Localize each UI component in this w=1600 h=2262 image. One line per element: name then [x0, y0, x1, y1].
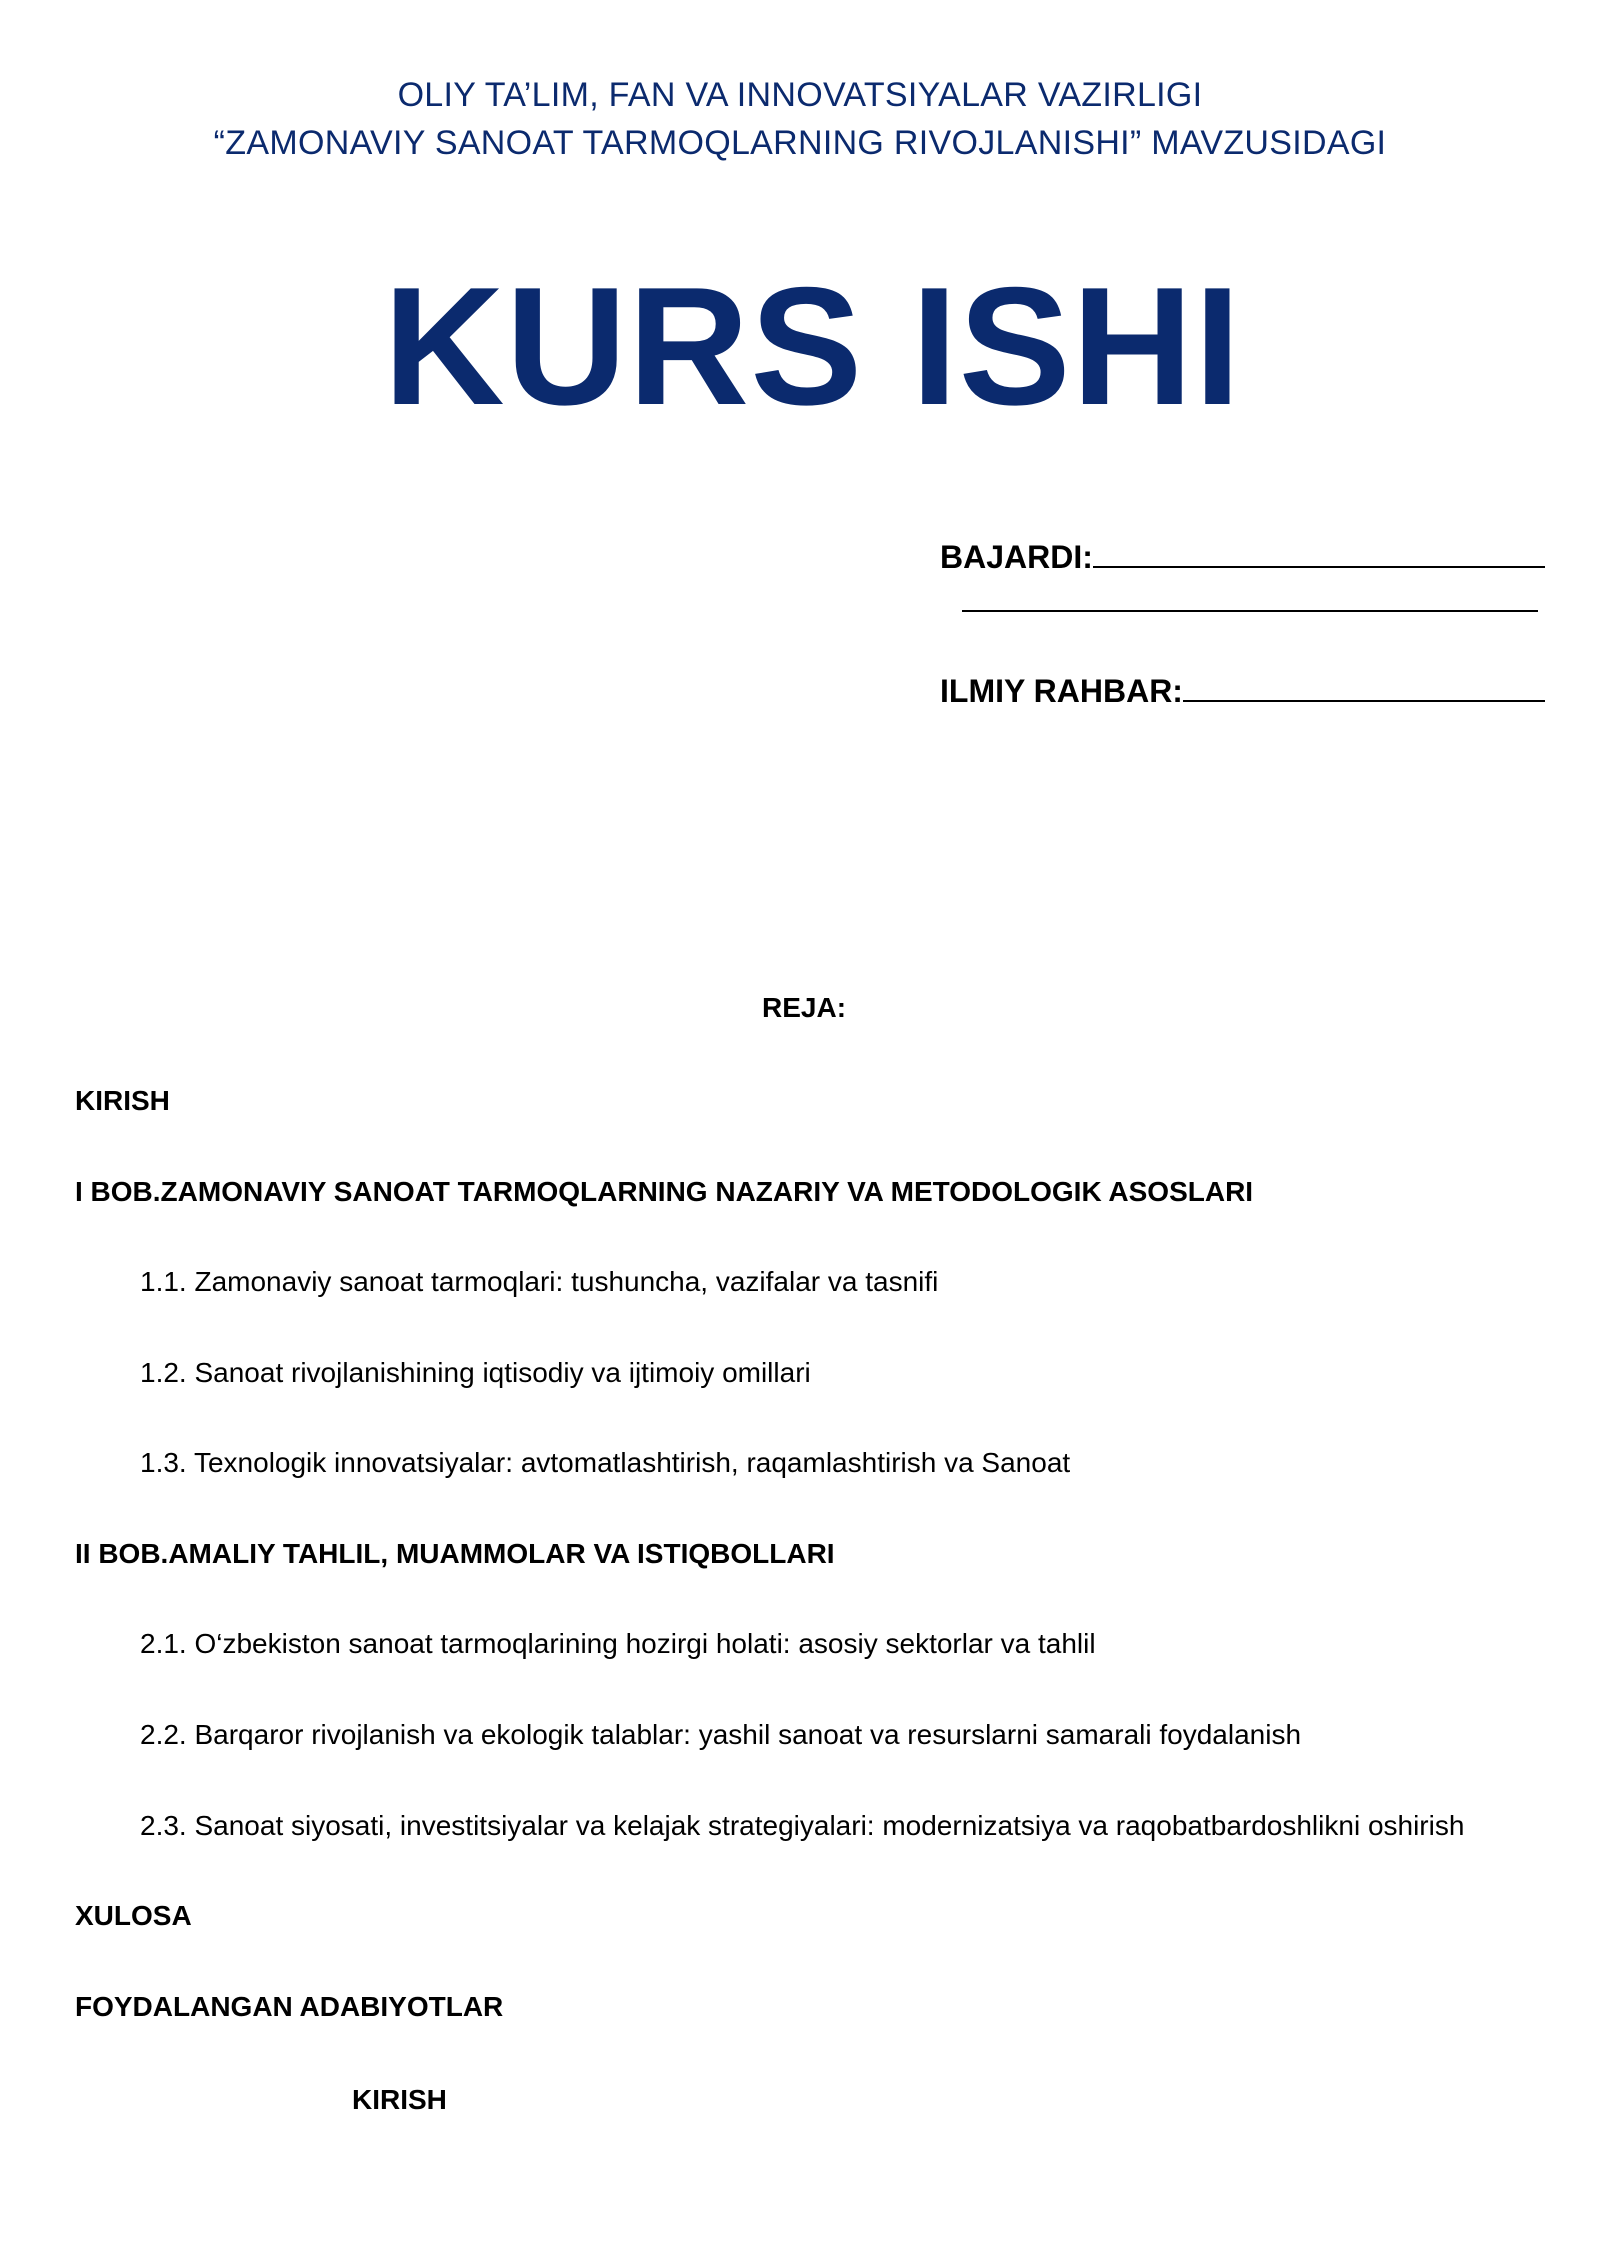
supervisor-label: ILMIY RAHBAR: — [940, 673, 1183, 709]
toc-item: 1.3. Texnologik innovatsiyalar: avtomatlashtirish, raqamlashtirish va Sanoat — [140, 1447, 1071, 1478]
supervisor-blank-line — [1183, 670, 1545, 702]
toc-item: II BOB.AMALIY TAHLIL, MUAMMOLAR VA ISTIQBOLLARI — [75, 1538, 835, 1569]
toc-item: 1.2. Sanoat rivojlanishining iqtisodiy va ijtimoiy omillari — [140, 1357, 811, 1388]
performer-signature — [940, 536, 1545, 576]
supervisor-signature — [940, 670, 1545, 710]
toc-item: 1.1. Zamonaviy sanoat tarmoqlari: tushuncha, vazifalar va tasnifi — [140, 1266, 939, 1297]
ministry-header: OLIY TA’LIM, FAN VA INNOVATSIYALAR VAZIRLIGI — [397, 76, 1203, 114]
document-title: KURS ISHI — [383, 252, 1242, 440]
performer-second-blank-line — [962, 610, 1538, 612]
toc-item: XULOSA — [75, 1900, 192, 1931]
toc-item: 2.1. O‘zbekiston sanoat tarmoqlarining hozirgi holati: asosiy sektorlar va tahlil — [140, 1628, 1096, 1659]
performer-label: BAJARDI: — [940, 539, 1093, 575]
section-heading-kirish: KIRISH — [352, 2084, 447, 2115]
toc-item: I BOB.ZAMONAVIY SANOAT TARMOQLARNING NAZARIY VA METODOLOGIK ASOSLARI — [75, 1176, 1254, 1207]
plan-heading: REJA: — [762, 992, 847, 1023]
performer-blank-line — [1093, 536, 1545, 568]
toc-item: FOYDALANGAN ADABIYOTLAR — [75, 1991, 504, 2022]
toc-item: 2.3. Sanoat siyosati, investitsiyalar va kelajak strategiyalari: modernizatsiya va raqobatbardoshlikni oshirish — [140, 1810, 1465, 1841]
toc-item: KIRISH — [75, 1085, 170, 1116]
toc-item: 2.2. Barqaror rivojlanish va ekologik talablar: yashil sanoat va resurslarni samarali foydalanish — [140, 1719, 1302, 1750]
topic-header: “ZAMONAVIY SANOAT TARMOQLARNING RIVOJLANISHI” MAVZUSIDAGI — [213, 124, 1387, 162]
